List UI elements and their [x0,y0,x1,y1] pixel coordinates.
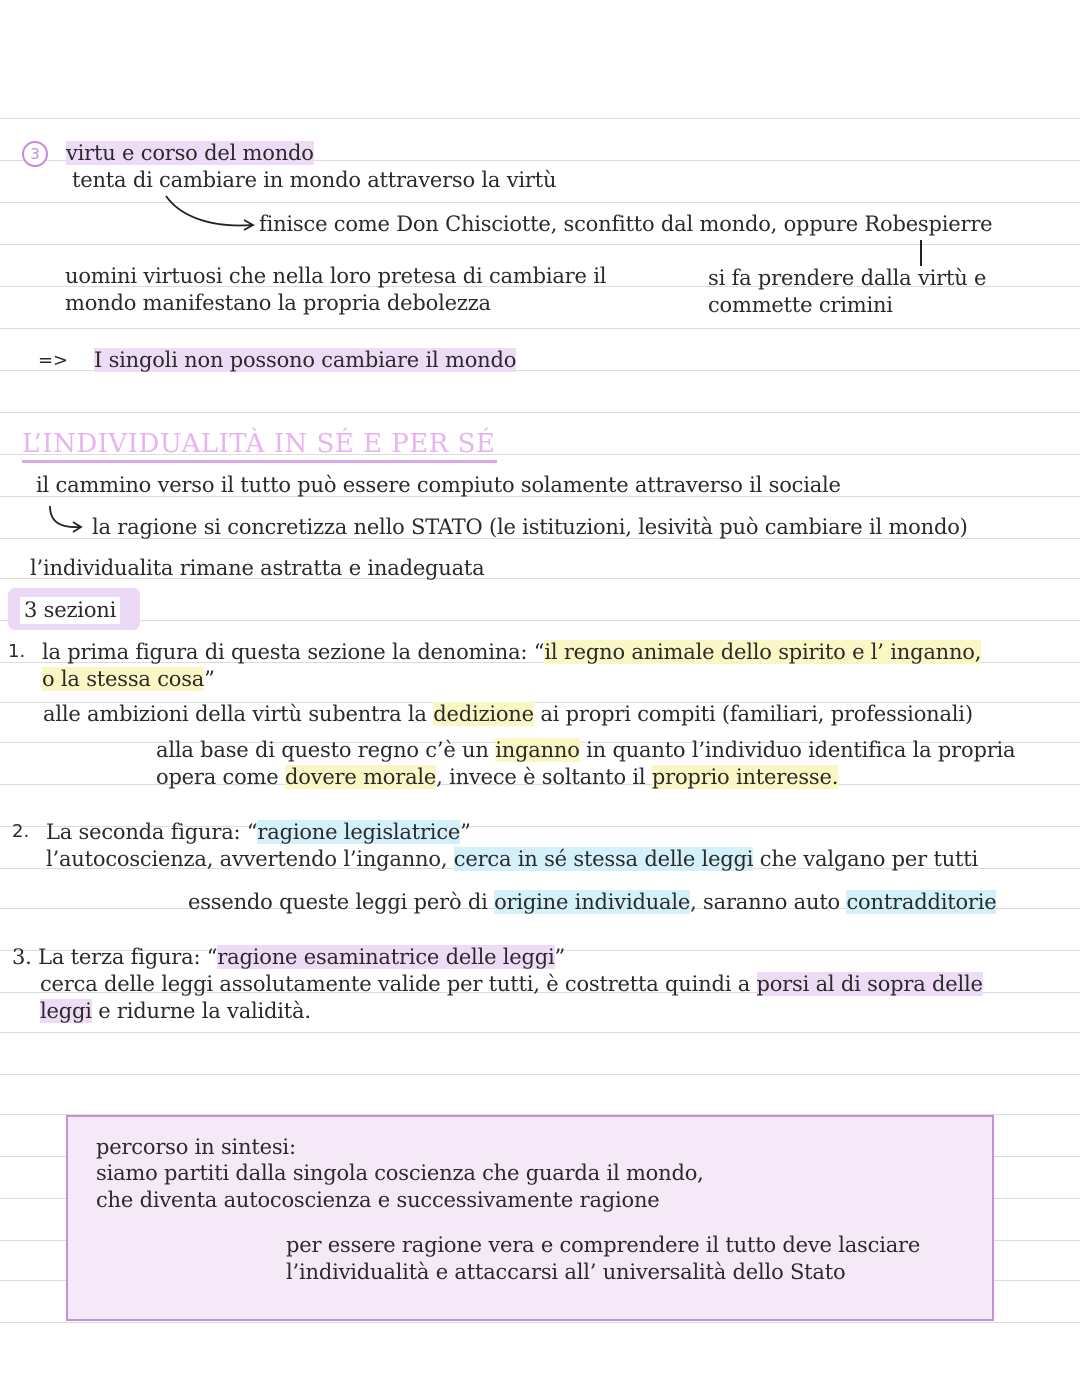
item-2-number: 2. [12,821,30,842]
right-note-line-2: commette crimini [708,293,893,317]
item-2-highlight-contradditorie: contradditorie [846,890,997,914]
item-2-text-a: La seconda figura: “ [46,820,258,844]
item-1-highlight-title-end: o la stessa cosa [42,667,205,691]
summary-line-1: percorso in sintesi: [96,1135,296,1159]
implies-arrow-icon: => [38,350,68,371]
summary-line-4: per essere ragione vera e comprendere il tutto deve lasciare [286,1233,921,1257]
item-2-line-1 [46,819,471,846]
item-2-line-3 [188,889,996,916]
item-3-highlight-porsi: porsi al di sopra delle [756,972,983,996]
item-2-quote-close: ” [460,820,471,844]
item-3-text-a: La terza figura: “ [38,945,218,969]
item-3-line-2 [40,971,983,998]
left-note-line-2: mondo manifestano la propria debolezza [65,291,491,315]
section-number-circle: 3 [22,141,48,167]
item-3-line-1 [12,944,565,971]
item-1-line-5 [156,764,838,791]
summary-line-5: l’individualità e attaccarsi all’ universalità dello Stato [286,1260,846,1284]
section-conclusion [94,347,516,374]
item-1-line-4 [156,737,1015,764]
item-1-quote-close: ” [204,667,215,691]
item-1-number: 1. [8,641,26,662]
left-note-line-1: uomini virtuosi che nella loro pretesa di cambiare il [65,264,607,288]
item-1-highlight-inganno: inganno [495,738,580,762]
item-3-highlight-leggi: leggi [40,999,92,1023]
vertical-connector [920,240,922,266]
item-1-l4-a: opera come [156,765,285,789]
curved-arrow-icon [160,192,260,236]
item-3-quote-close: ” [554,945,566,969]
page-heading: L’INDIVIDUALITÀ IN SÉ E PER SÉ [22,428,497,463]
item-3-l3-b: e ridurne la validità. [91,999,311,1023]
item-1-line-3 [43,701,973,728]
item-2-highlight-leggi: cerca in sé stessa delle leggi [453,847,754,871]
sections-badge-label: 3 sezioni [20,597,120,624]
intro-line-1: il cammino verso il tutto può essere compiuto solamente attraverso il sociale [36,473,841,497]
item-1-l3-c: in quanto l’individuo identifica la propria [579,738,1016,762]
item-1-text-a: la prima figura di questa sezione la denomina: “ [42,640,545,664]
intro-line-3: l’individualita rimane astratta e inadeguata [30,556,485,580]
item-3-l2-a: cerca delle leggi assolutamente valide per tutti, è costretta quindi a [40,972,757,996]
item-1-highlight-interesse: proprio interesse. [651,765,839,789]
item-1-l4-c: , invece è soltanto il [436,765,652,789]
item-1-l2-c: ai propri compiti (familiari, professionali) [533,702,973,726]
item-1-l2-a: alle ambizioni della virtù subentra la [43,702,434,726]
item-1-highlight-dovere: dovere morale [284,765,437,789]
section-conclusion-text: I singoli non possono cambiare il mondo [94,348,517,372]
item-3-number: 3. [12,945,32,969]
item-3-highlight-title: ragione esaminatrice delle leggi [217,945,555,969]
item-2-l2-a: l’autocoscienza, avvertendo l’inganno, [46,847,454,871]
hook-arrow-icon [46,504,86,534]
summary-line-3: che diventa autocoscienza e successivamente ragione [96,1188,660,1212]
item-2-l3-c: , saranno auto [690,890,847,914]
item-1-highlight-dedizione: dedizione [433,702,534,726]
item-1-highlight-title: il regno animale dello spirito e l’ inganno, [544,640,982,664]
item-1-l3-a: alla base di questo regno c’è un [156,738,496,762]
section-title [66,140,314,167]
item-1-line-1 [42,639,981,666]
summary-line-2: siamo partiti dalla singola coscienza che guarda il mondo, [96,1161,704,1185]
item-3-line-3 [40,998,311,1025]
item-1-line-2 [42,666,215,693]
intro-line-2: la ragione si concretizza nello STATO (le istituzioni, lesività può cambiare il mondo) [92,515,968,539]
right-note-line-1: si fa prendere dalla virtù e [708,266,987,290]
item-2-highlight-origine: origine individuale [494,890,691,914]
item-2-line-2 [46,846,978,873]
section-line-1: tenta di cambiare in mondo attraverso la virtù [72,168,557,192]
arrow-note: finisce come Don Chisciotte, sconfitto dal mondo, oppure Robespierre [259,212,993,236]
item-2-l3-a: essendo queste leggi però di [188,890,495,914]
item-2-highlight-title: ragione legislatrice [257,820,461,844]
section-title-text: virtu e corso del mondo [66,141,314,165]
item-2-l2-c: che valgano per tutti [753,847,979,871]
